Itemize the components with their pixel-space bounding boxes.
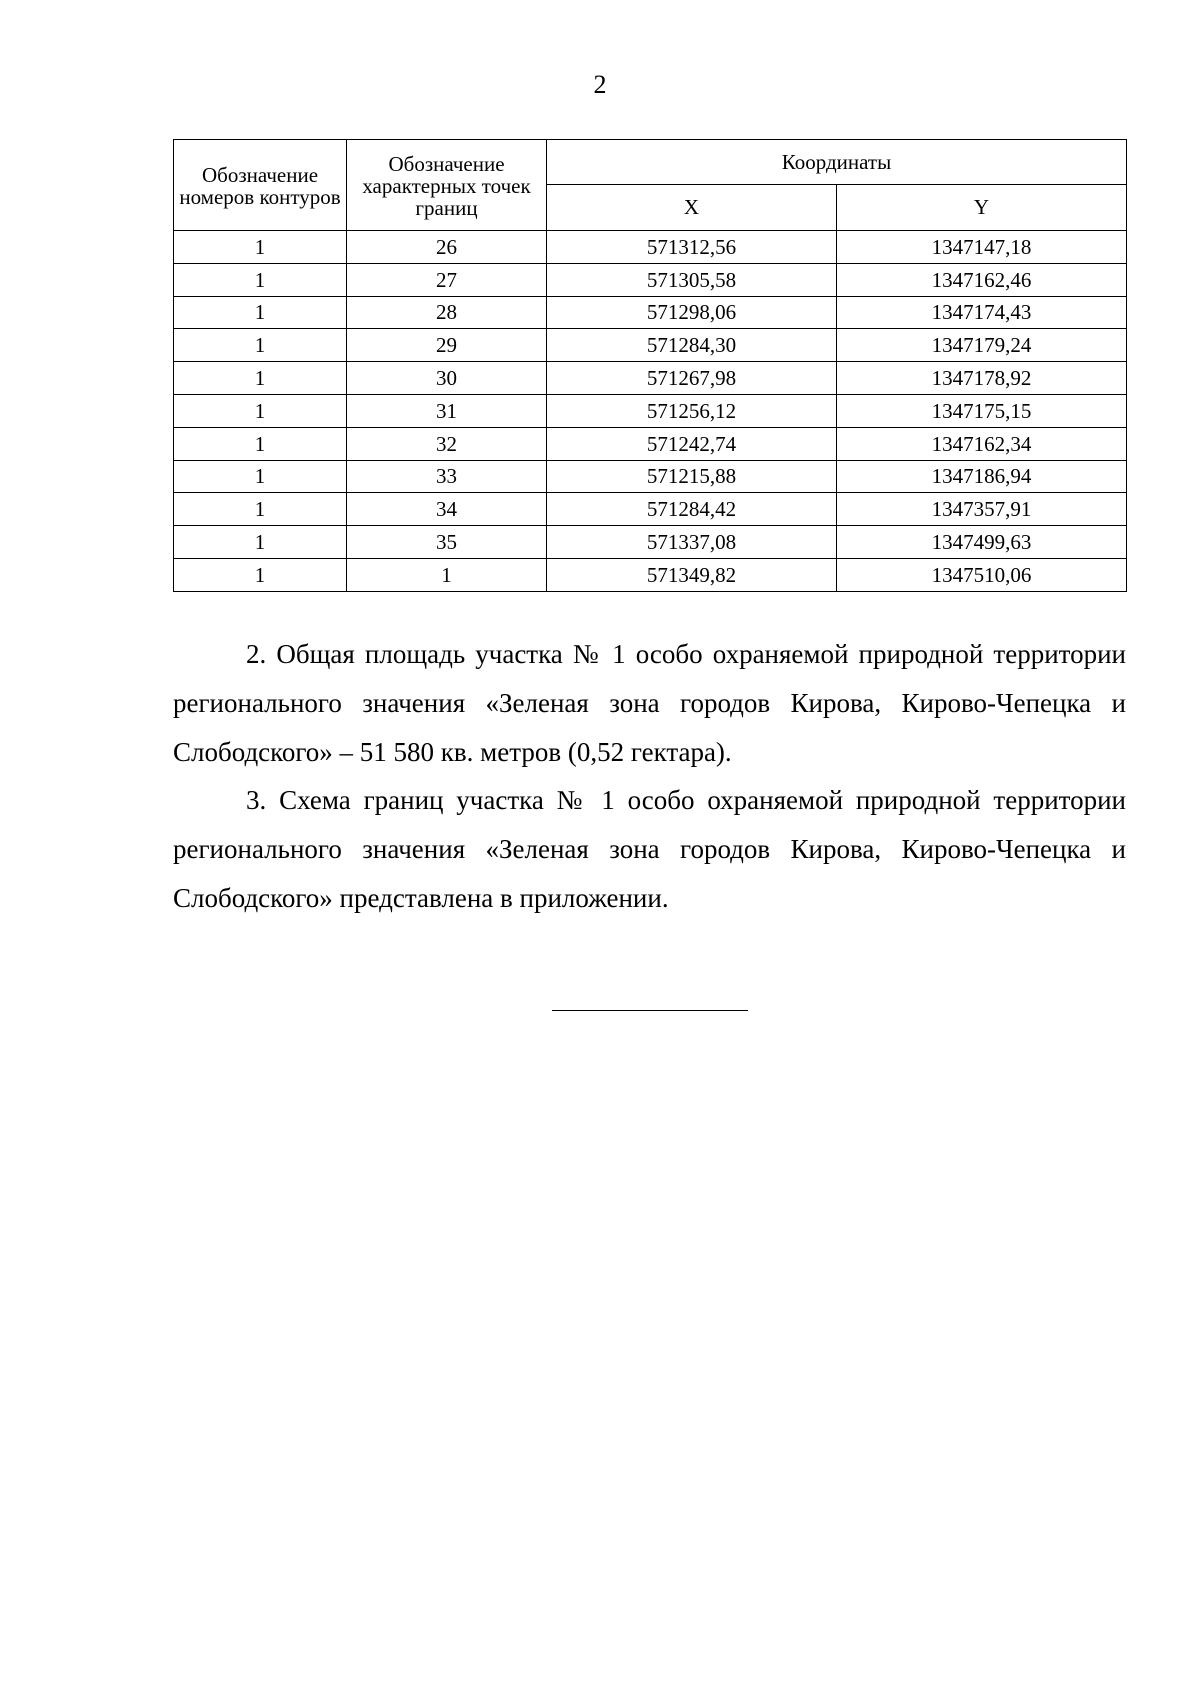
cell-contour: 1 [174, 427, 347, 460]
cell-y: 1347162,46 [837, 263, 1127, 296]
cell-x: 571305,58 [547, 263, 837, 296]
cell-y: 1347178,92 [837, 362, 1127, 395]
cell-x: 571298,06 [547, 296, 837, 329]
cell-contour: 1 [174, 263, 347, 296]
cell-y: 1347179,24 [837, 329, 1127, 362]
cell-point: 26 [347, 231, 547, 264]
table-row [174, 231, 1127, 264]
cell-x: 571215,88 [547, 460, 837, 493]
table-row [174, 427, 1127, 460]
table-row [174, 296, 1127, 329]
table-row [174, 460, 1127, 493]
cell-point: 27 [347, 263, 547, 296]
cell-point: 35 [347, 526, 547, 559]
closing-divider [552, 1010, 748, 1011]
cell-y: 1347175,15 [837, 394, 1127, 427]
cell-contour: 1 [174, 362, 347, 395]
paragraph-boundary-scheme: 3. Схема границ участка № 1 особо охраняемой природной территории регионального значения «Зеленая зона городов Кирова, Кирово-Чепецка и Слободского» представлена в приложении. [173, 785, 1126, 913]
cell-contour: 1 [174, 558, 347, 591]
table-row [174, 394, 1127, 427]
cell-x: 571349,82 [547, 558, 837, 591]
cell-y: 1347499,63 [837, 526, 1127, 559]
table-header-row [174, 140, 1127, 185]
cell-contour: 1 [174, 394, 347, 427]
cell-point: 34 [347, 493, 547, 526]
header-x: X [547, 185, 837, 231]
header-contour-numbers: Обозначение номеров контуров [174, 140, 347, 231]
cell-point: 33 [347, 460, 547, 493]
paragraph-total-area: 2. Общая площадь участка № 1 особо охраняемой природной территории регионального значения «Зеленая зона городов Кирова, Кирово-Чепецка и Слободского» – 51 580 кв. метров (0,52 гектара). [173, 639, 1126, 767]
cell-point: 31 [347, 394, 547, 427]
table-row [174, 493, 1127, 526]
cell-x: 571284,30 [547, 329, 837, 362]
header-boundary-points: Обозначение характерных точек границ [347, 140, 547, 231]
cell-y: 1347510,06 [837, 558, 1127, 591]
table-row [174, 526, 1127, 559]
header-coordinates: Координаты [547, 140, 1127, 185]
cell-contour: 1 [174, 329, 347, 362]
table-row [174, 362, 1127, 395]
page-number: 2 [593, 70, 607, 99]
table-row [174, 558, 1127, 591]
cell-contour: 1 [174, 460, 347, 493]
cell-contour: 1 [174, 526, 347, 559]
cell-point: 30 [347, 362, 547, 395]
table-row [174, 263, 1127, 296]
cell-x: 571242,74 [547, 427, 837, 460]
cell-y: 1347162,34 [837, 427, 1127, 460]
cell-y: 1347186,94 [837, 460, 1127, 493]
header-y: Y [837, 185, 1127, 231]
cell-x: 571337,08 [547, 526, 837, 559]
cell-contour: 1 [174, 296, 347, 329]
table-row [174, 329, 1127, 362]
cell-x: 571256,12 [547, 394, 837, 427]
cell-point: 29 [347, 329, 547, 362]
cell-y: 1347147,18 [837, 231, 1127, 264]
coordinates-table [173, 139, 1127, 592]
cell-point: 32 [347, 427, 547, 460]
cell-y: 1347174,43 [837, 296, 1127, 329]
cell-x: 571267,98 [547, 362, 837, 395]
cell-x: 571284,42 [547, 493, 837, 526]
cell-x: 571312,56 [547, 231, 837, 264]
cell-contour: 1 [174, 231, 347, 264]
cell-point: 28 [347, 296, 547, 329]
cell-point: 1 [347, 558, 547, 591]
cell-y: 1347357,91 [837, 493, 1127, 526]
cell-contour: 1 [174, 493, 347, 526]
